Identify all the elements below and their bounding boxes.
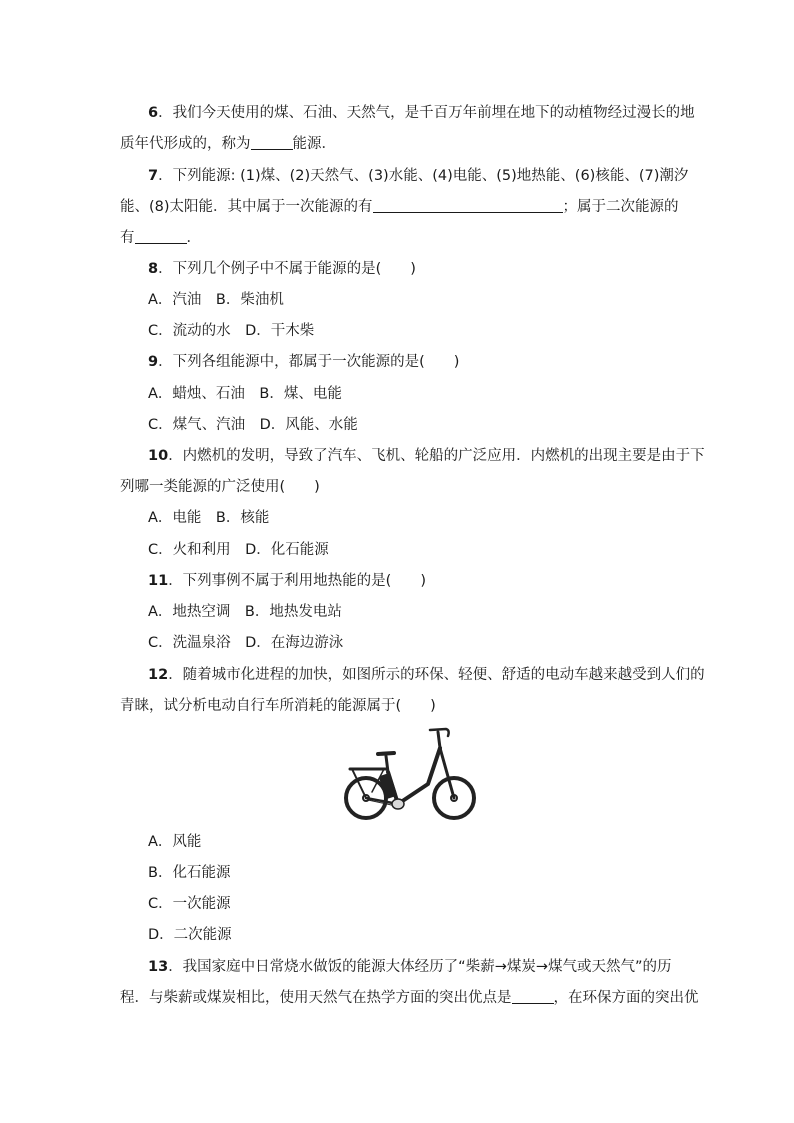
- question-8-stem: [148, 259, 416, 279]
- question-text: 质年代形成的，称为: [120, 136, 251, 152]
- question-10-line-2: 列哪一类能源的广泛使用( ): [120, 479, 320, 495]
- question-8-options-2: C．流动的水 D．干木柴: [148, 323, 315, 339]
- question-7-line-3: [120, 228, 201, 248]
- question-10-line-1: [148, 446, 705, 466]
- question-text: ．下列各组能源中，都属于一次能源的是( ): [158, 354, 460, 370]
- question-10-options-1: A．电能 B．核能: [148, 510, 270, 526]
- question-13-line-2: [120, 988, 699, 1008]
- question-number: 7: [148, 168, 159, 184]
- question-text: ；属于二次能源的: [562, 199, 679, 215]
- motor-hub: [392, 799, 404, 809]
- question-8-options-1: A．汽油 B．柴油机: [148, 292, 284, 308]
- electric-bicycle-image: [342, 722, 478, 822]
- question-9-options-1: A．蜡烛、石油 B．煤、电能: [148, 386, 342, 402]
- question-6-line-1: [148, 103, 695, 123]
- question-9-stem: [148, 352, 459, 372]
- question-7-line-2: [120, 197, 679, 217]
- question-12-option-c: C．一次能源: [148, 896, 231, 912]
- question-text: ，在环保方面的突出优: [553, 990, 699, 1006]
- question-text: ．我国家庭中日常烧水做饭的能源大体经历了“柴薪→煤炭→煤气或天然气”的历: [168, 959, 672, 975]
- question-7-line-1: [148, 166, 688, 186]
- question-13-line-1: [148, 957, 672, 977]
- answer-blank[interactable]: [512, 989, 554, 1004]
- question-text: 能、(8)太阳能．其中属于一次能源的有: [120, 199, 373, 215]
- question-text: ．我们今天使用的煤、石油、天然气，是千百万年前埋在地下的动植物经过漫长的地: [158, 105, 695, 121]
- question-text: ．内燃机的发明，导致了汽车、飞机、轮船的广泛应用．内燃机的出现主要是由于下: [168, 448, 705, 464]
- question-11-options-2: C．洗温泉浴 D．在海边游泳: [148, 635, 344, 651]
- question-12-option-d: D．二次能源: [148, 927, 232, 943]
- question-10-options-2: C．火和利用 D．化石能源: [148, 542, 329, 558]
- answer-blank[interactable]: [135, 229, 187, 244]
- question-number: 12: [148, 667, 169, 683]
- question-12-option-a: A．风能: [148, 834, 202, 850]
- question-12-option-b: B．化石能源: [148, 865, 231, 881]
- question-text: 程．与柴薪或煤炭相比，使用天然气在热学方面的突出优点是: [120, 990, 512, 1006]
- question-text: ．: [186, 230, 201, 246]
- question-text: ．下列事例不属于利用地热能的是( ): [168, 573, 426, 589]
- question-number: 10: [148, 448, 169, 464]
- question-6-line-2: [120, 134, 336, 154]
- question-12-line-1: [148, 665, 705, 685]
- question-12-line-2: 青睐，试分析电动自行车所消耗的能源属于( ): [120, 698, 436, 714]
- answer-blank[interactable]: [251, 135, 293, 150]
- question-11-stem: [148, 571, 426, 591]
- question-number: 9: [148, 354, 159, 370]
- answer-blank[interactable]: [373, 198, 563, 213]
- question-text: ．随着城市化进程的加快，如图所示的环保、轻便、舒适的电动车越来越受到人们的: [168, 667, 705, 683]
- question-number: 13: [148, 959, 169, 975]
- question-number: 6: [148, 105, 159, 121]
- question-number: 11: [148, 573, 169, 589]
- question-9-options-2: C．煤气、汽油 D．风能、水能: [148, 417, 358, 433]
- question-11-options-1: A．地热空调 B．地热发电站: [148, 604, 342, 620]
- question-text: ．下列能源: (1)煤、(2)天然气、(3)水能、(4)电能、(5)地热能、(6)核能、(7)潮汐: [158, 168, 689, 184]
- question-number: 8: [148, 261, 159, 277]
- question-text: 能源．: [292, 136, 336, 152]
- question-text: ．下列几个例子中不属于能源的是( ): [158, 261, 416, 277]
- question-text: 有: [120, 230, 135, 246]
